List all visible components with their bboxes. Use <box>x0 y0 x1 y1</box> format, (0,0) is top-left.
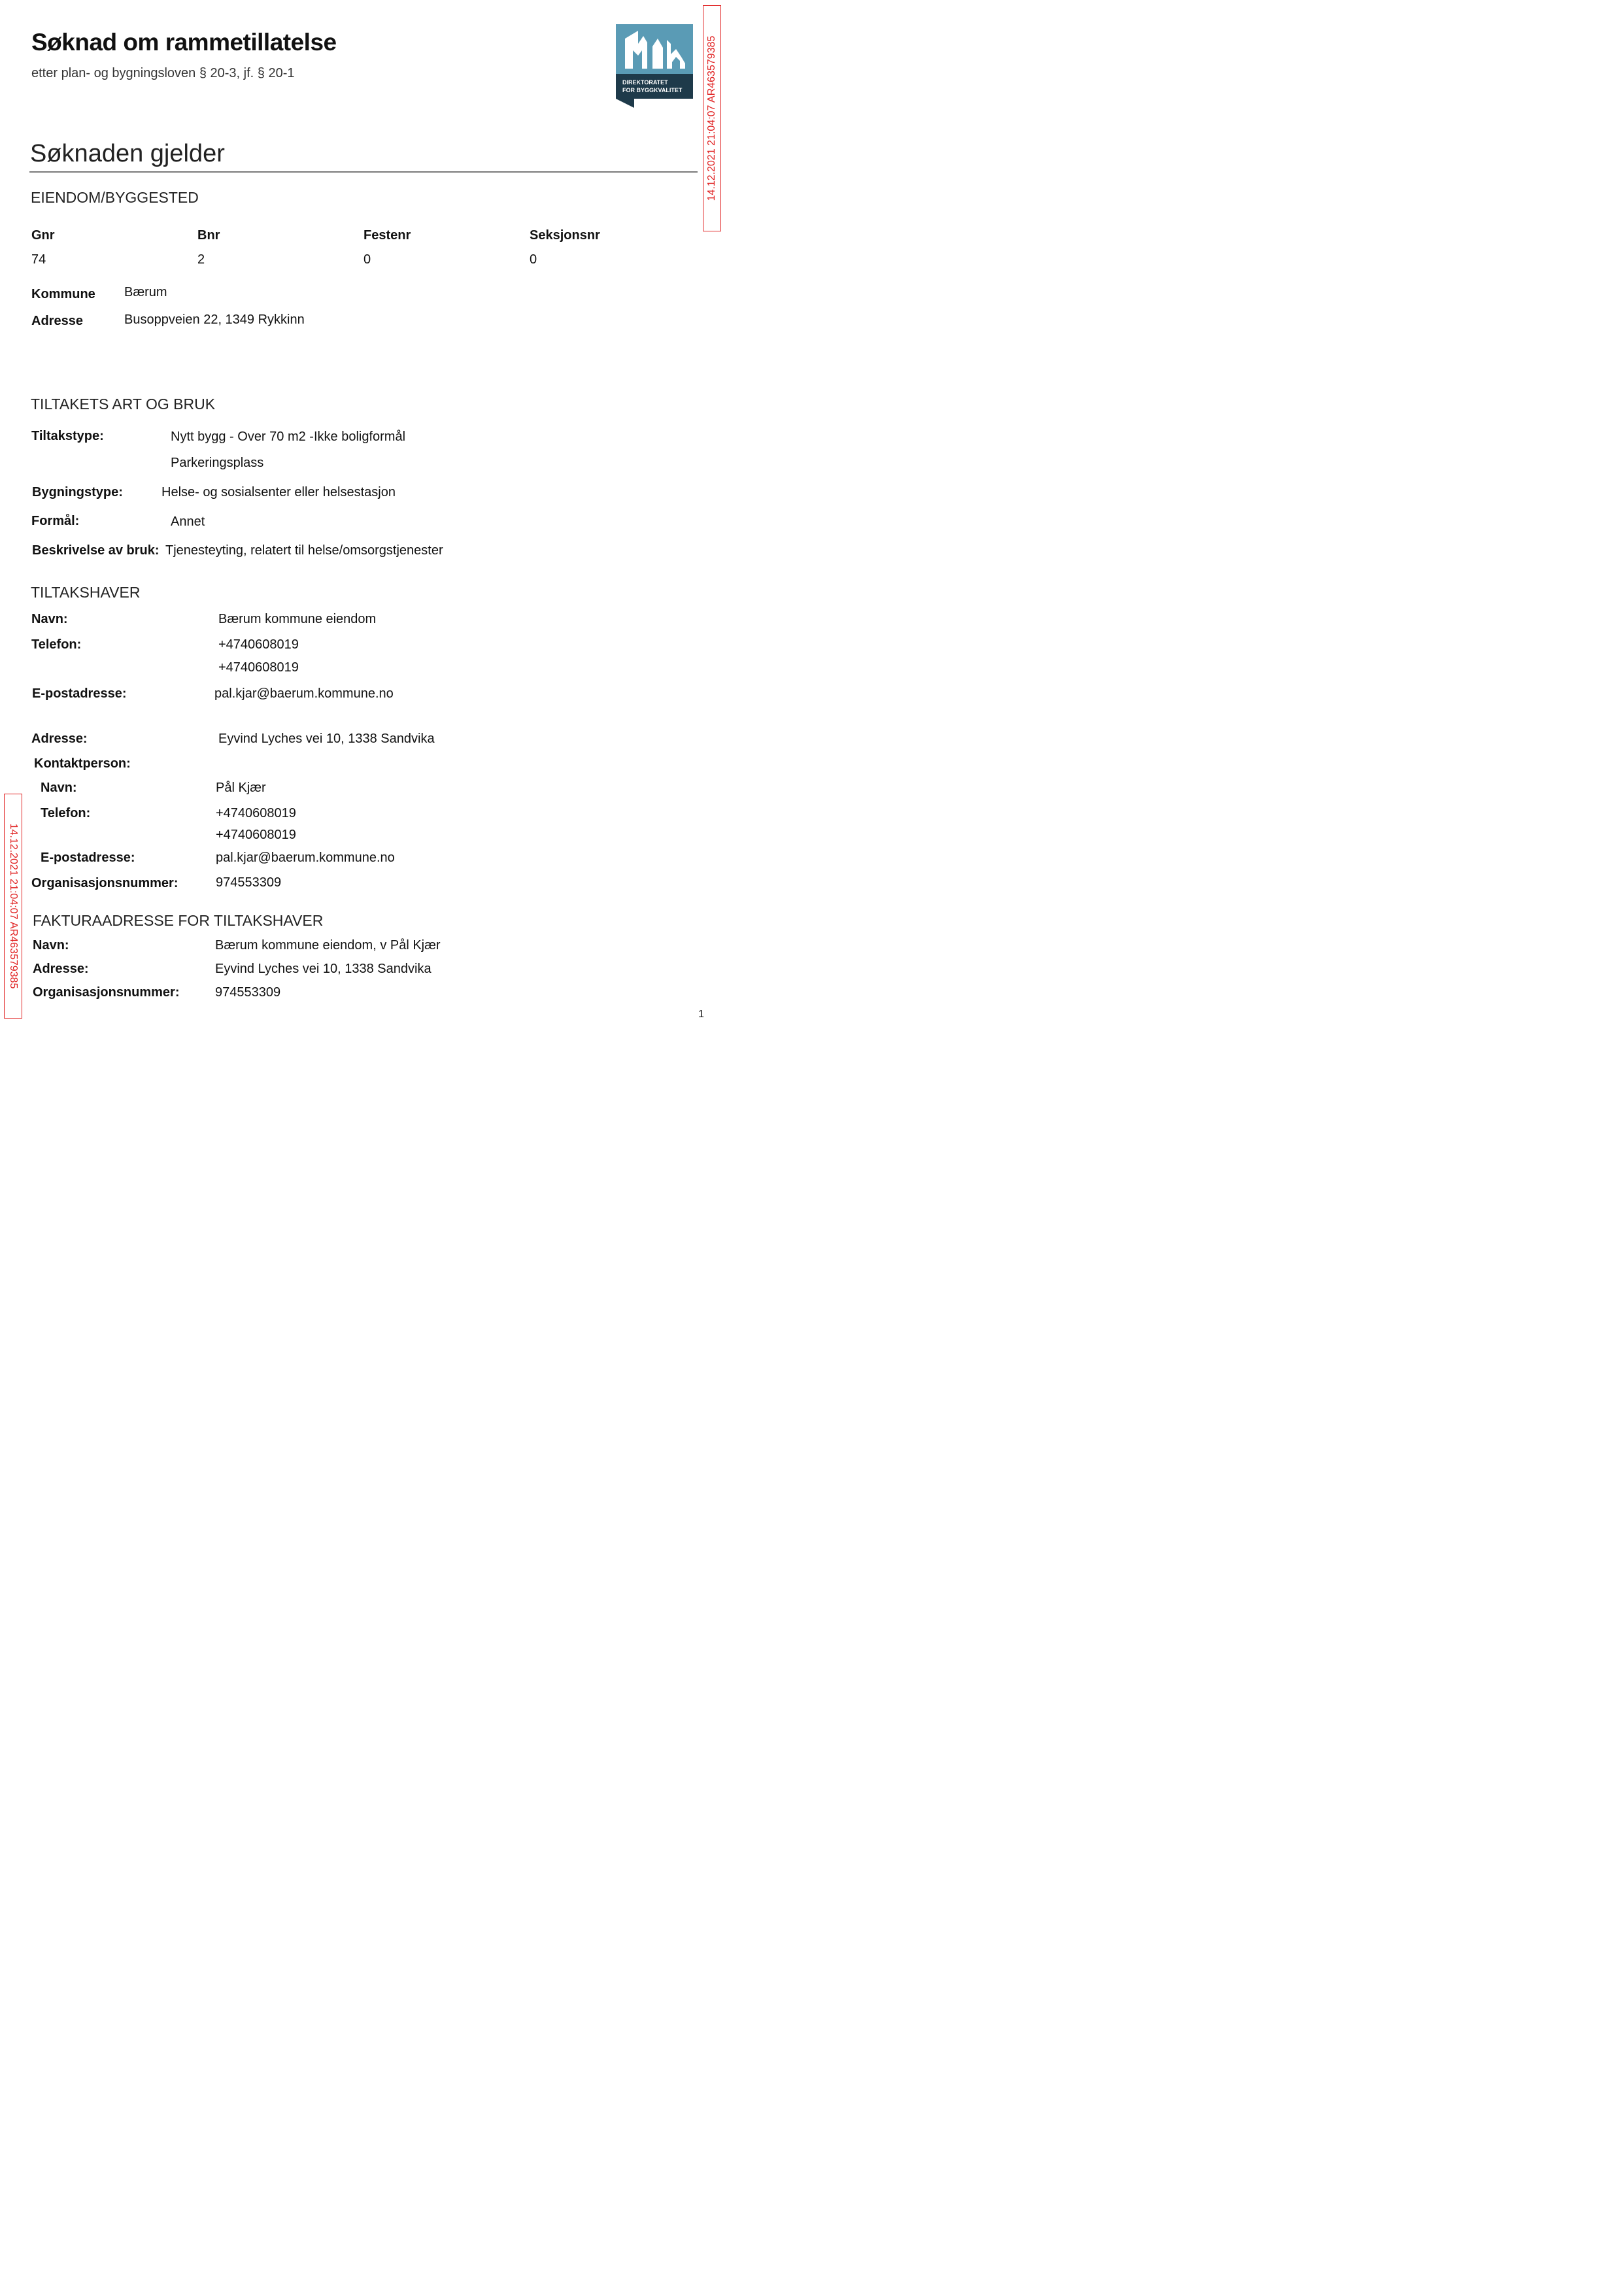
label-adresse: Adresse <box>31 314 83 328</box>
value-kontakt-telefon-2: +4740608019 <box>216 828 296 842</box>
label-faktura-orgnr: Organisasjonsnummer: <box>33 985 180 1000</box>
logo-line-1: DIREKTORATET <box>622 79 668 86</box>
value-bygningstype: Helse- og sosialsenter eller helsestasjon <box>161 485 396 499</box>
dibk-logo <box>616 24 693 108</box>
value-kommune: Bærum <box>124 285 167 299</box>
label-telefon: Telefon: <box>31 637 82 652</box>
column-header-gnr: Gnr <box>31 228 55 243</box>
document-title: Søknad om rammetillatelse <box>31 29 337 56</box>
value-telefon-2: +4740608019 <box>218 660 299 675</box>
heading-divider <box>29 171 698 173</box>
value-bnr: 2 <box>197 252 205 267</box>
stamp-text: 14.12.2021 21:04:07 AR463579385 <box>706 35 717 201</box>
label-faktura-adresse: Adresse: <box>33 962 89 976</box>
section-title-faktura: FAKTURAADRESSE FOR TILTAKSHAVER <box>33 912 324 929</box>
section-title-tiltak: TILTAKETS ART OG BRUK <box>31 396 216 413</box>
timestamp-stamp-left <box>4 794 22 1019</box>
value-kontakt-navn: Pål Kjær <box>216 781 266 795</box>
value-epost: pal.kjar@baerum.kommune.no <box>214 686 394 701</box>
label-orgnr: Organisasjonsnummer: <box>31 876 178 890</box>
page-number: 1 <box>698 1009 704 1020</box>
label-epost: E-postadresse: <box>32 686 127 701</box>
logo-line-2: FOR BYGGKVALITET <box>622 87 683 93</box>
value-faktura-adresse: Eyvind Lyches vei 10, 1338 Sandvika <box>215 962 431 976</box>
label-faktura-navn: Navn: <box>33 938 69 953</box>
value-kontakt-telefon-1: +4740608019 <box>216 806 296 820</box>
label-kommune: Kommune <box>31 287 95 301</box>
timestamp-stamp-right <box>703 5 721 231</box>
value-festenr: 0 <box>364 252 371 267</box>
value-formal: Annet <box>171 514 205 529</box>
column-header-festenr: Festenr <box>364 228 411 243</box>
stamp-text: 14.12.2021 21:04:07 AR463579385 <box>8 823 19 989</box>
value-gnr: 74 <box>31 252 46 267</box>
label-bygningstype: Bygningstype: <box>32 485 123 499</box>
section-heading: Søknaden gjelder <box>30 140 225 167</box>
label-tiltakstype: Tiltakstype: <box>31 429 104 443</box>
section-title-eiendom: EIENDOM/BYGGESTED <box>31 189 199 206</box>
label-beskrivelse: Beskrivelse av bruk: <box>32 543 160 558</box>
value-tiltakstype-1: Nytt bygg - Over 70 m2 -Ikke boligformål <box>171 430 406 444</box>
value-telefon-1: +4740608019 <box>218 637 299 652</box>
document-subtitle: etter plan- og bygningsloven § 20-3, jf. § 20-1 <box>31 66 295 80</box>
label-kontaktperson: Kontaktperson: <box>34 756 131 771</box>
value-kontakt-epost: pal.kjar@baerum.kommune.no <box>216 851 395 865</box>
column-header-seksjonsnr: Seksjonsnr <box>530 228 600 243</box>
value-faktura-orgnr: 974553309 <box>215 985 281 1000</box>
label-kontakt-epost: E-postadresse: <box>41 851 135 865</box>
column-header-bnr: Bnr <box>197 228 220 243</box>
value-adresse: Busoppveien 22, 1349 Rykkinn <box>124 312 305 327</box>
label-kontakt-navn: Navn: <box>41 781 77 795</box>
label-kontakt-telefon: Telefon: <box>41 806 91 820</box>
value-tiltakstype-2: Parkeringsplass <box>171 456 264 470</box>
value-navn: Bærum kommune eiendom <box>218 612 377 626</box>
value-faktura-navn: Bærum kommune eiendom, v Pål Kjær <box>215 938 441 953</box>
dibk-logo-graphic <box>616 24 693 108</box>
value-seksjonsnr: 0 <box>530 252 537 267</box>
label-navn: Navn: <box>31 612 68 626</box>
value-beskrivelse: Tjenesteyting, relatert til helse/omsorgstjenester <box>165 543 443 558</box>
label-formal: Formål: <box>31 514 80 528</box>
label-adresse-tiltakshaver: Adresse: <box>31 732 88 746</box>
section-title-tiltakshaver: TILTAKSHAVER <box>31 584 141 601</box>
value-adresse-tiltakshaver: Eyvind Lyches vei 10, 1338 Sandvika <box>218 732 435 746</box>
value-orgnr: 974553309 <box>216 875 282 890</box>
